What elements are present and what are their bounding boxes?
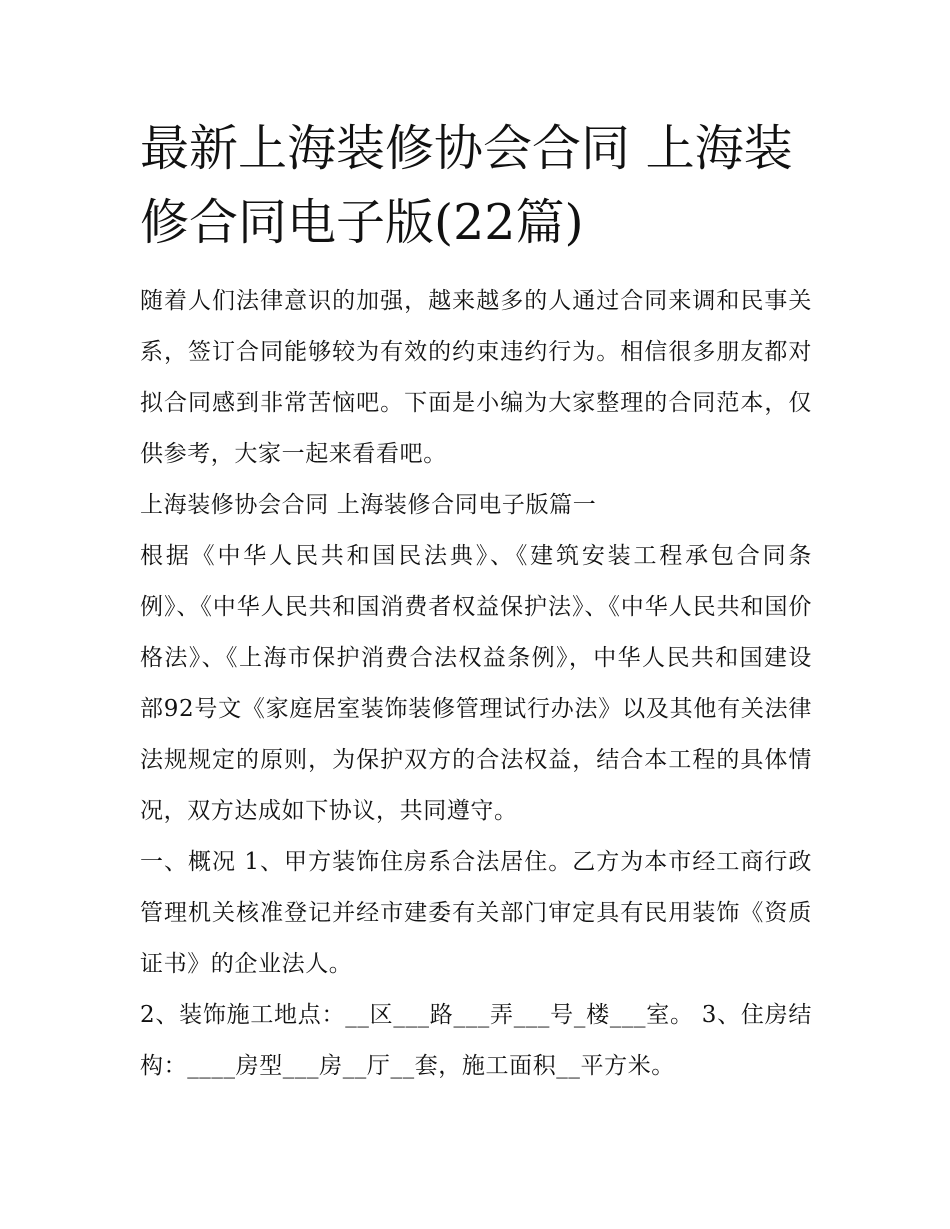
document-title: 最新上海装修协会合同 上海装修合同电子版(22篇)	[140, 120, 793, 251]
clause-1-paragraph: 一、概况 1、甲方装饰住房系合法居住。乙方为本市经工商行政管理机关核准登记并经市建委有关部门审定具有民用装饰《资质证书》的企业法人。	[140, 849, 812, 977]
intro-paragraph: 随着人们法律意识的加强，越来越多的人通过合同来调和民事关系，签订合同能够较为有效的约束违约行为。相信很多朋友都对拟合同感到非常苦恼吧。下面是小编为大家整理的合同范本，仅供参考，大家一起来看看吧。	[140, 288, 812, 467]
clause-2-paragraph: 2、装饰施工地点：__区___路___弄___号_楼___室。 3、住房结构：____房型___房__厅__套，施工面积__平方米。	[140, 1002, 812, 1079]
document-page	[140, 112, 812, 1092]
legal-basis-paragraph: 根据《中华人民共和国民法典》、《建筑安装工程承包合同条例》、《中华人民共和国消费者权益保护法》、《中华人民共和国价格法》、《上海市保护消费合法权益条例》，中华人民共和国建设部92号文《家庭居室装饰装修管理试行办法》以及其他有关法律法规规定的原则，为保护双方的合法权益，结合本工程的具体情况，双方达成如下协议，共同遵守。	[140, 543, 812, 824]
section-heading: 上海装修协会合同 上海装修合同电子版篇一	[140, 492, 597, 518]
